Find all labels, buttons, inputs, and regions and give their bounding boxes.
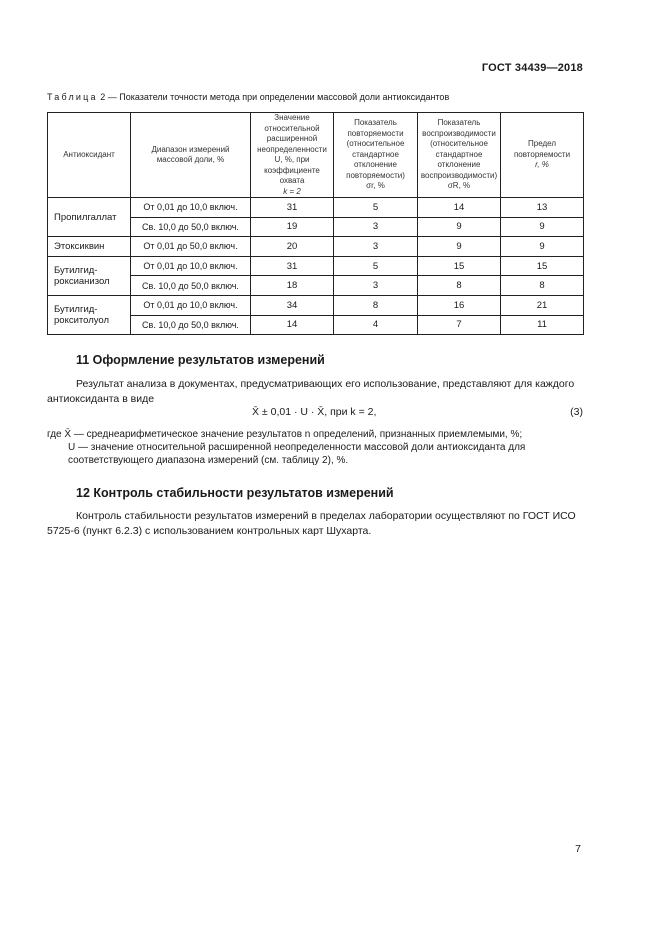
reproducibility-cell: 7 [418,315,501,335]
limit-cell: 13 [501,198,584,218]
repeatability-cell: 5 [334,198,418,218]
limit-cell: 9 [501,217,584,237]
table-caption-text: 2 — Показатели точности метода при определении массовой доли антиоксидантов [100,92,450,102]
header-repeatability: Показатель повторяемости (относительное стандартное отклонение повторяемости) σr, % [334,113,418,198]
reproducibility-cell: 8 [418,276,501,296]
range-cell: От 0,01 до 10,0 включ. [131,295,251,315]
uncertainty-cell: 31 [251,198,334,218]
formula: X̄ ± 0,01 · U · X̄, при k = 2, [252,406,377,418]
range-cell: От 0,01 до 10,0 включ. [131,256,251,276]
range-cell: От 0,01 до 50,0 включ. [131,237,251,257]
uncertainty-cell: 18 [251,276,334,296]
where-clause-1: где X̄ — среднеарифметическое значение результатов n определений, признанных приемлемыми, %; [47,429,523,440]
limit-cell: 21 [501,295,584,315]
section-11-paragraph: Результат анализа в документах, предусматривающих его использование, представляют для каждого антиоксиданта в виде [47,378,575,405]
table-header-row [48,113,584,198]
repeatability-cell: 3 [334,237,418,257]
range-cell: Св. 10,0 до 50,0 включ. [131,276,251,296]
antioxidant-name-cell: Пропилгаллат [48,198,131,237]
uncertainty-cell: 14 [251,315,334,335]
uncertainty-cell: 34 [251,295,334,315]
section-12-paragraph: Контроль стабильности результатов измерений в пределах лаборатории осуществляют по ГОСТ ИСО 5725-6 (пункт 6.2.3) с использованием контрольных карт Шухарта. [47,510,576,537]
table-row [48,198,584,218]
document-code: ГОСТ 34439—2018 [481,62,583,74]
section-12-title: 12 Контроль стабильности результатов измерений [76,486,394,500]
uncertainty-cell: 19 [251,217,334,237]
uncertainty-cell: 31 [251,256,334,276]
limit-cell: 15 [501,256,584,276]
table-row [48,237,584,257]
reproducibility-cell: 15 [418,256,501,276]
reproducibility-cell: 9 [418,237,501,257]
repeatability-cell: 5 [334,256,418,276]
header-range: Диапазон измерений массовой доли, % [131,113,251,198]
antioxidant-name-cell: Бутилгид-роксианизол [48,256,131,295]
accuracy-table [47,112,584,335]
section-11-title: 11 Оформление результатов измерений [76,353,325,367]
antioxidant-name-cell: Этоксиквин [48,237,131,257]
header-reproducibility: Показатель воспроизводимости (относительное стандартное отклонение воспроизводимости) σR, % [418,113,501,198]
page-number: 7 [575,843,581,855]
repeatability-cell: 4 [334,315,418,335]
reproducibility-cell: 16 [418,295,501,315]
repeatability-cell: 3 [334,276,418,296]
range-cell: Св. 10,0 до 50,0 включ. [131,217,251,237]
table-row [48,256,584,276]
limit-cell: 8 [501,276,584,296]
reproducibility-cell: 14 [418,198,501,218]
uncertainty-cell: 20 [251,237,334,257]
antioxidant-name-cell: Бутилгид-рокситолуол [48,295,131,334]
table-label: Таблица [47,92,98,102]
range-cell: Св. 10,0 до 50,0 включ. [131,315,251,335]
header-limit: Предел повторяемости r, % [501,113,584,198]
table-caption [47,92,449,102]
table-row [48,295,584,315]
range-cell: От 0,01 до 10,0 включ. [131,198,251,218]
repeatability-cell: 8 [334,295,418,315]
where-clause-2: U — значение относительной расширенной неопределенности массовой доли антиоксиданта для соответствующего диапазона измерений (см. таблицу 2), %. [68,442,526,466]
header-antioxidant: Антиоксидант [48,113,131,198]
equation-number: (3) [570,406,583,418]
limit-cell: 11 [501,315,584,335]
limit-cell: 9 [501,237,584,257]
repeatability-cell: 3 [334,217,418,237]
reproducibility-cell: 9 [418,217,501,237]
header-uncertainty: Значение относительной расширенной неопределенности U, %, при коэффициенте охвата k = 2 [251,113,334,198]
